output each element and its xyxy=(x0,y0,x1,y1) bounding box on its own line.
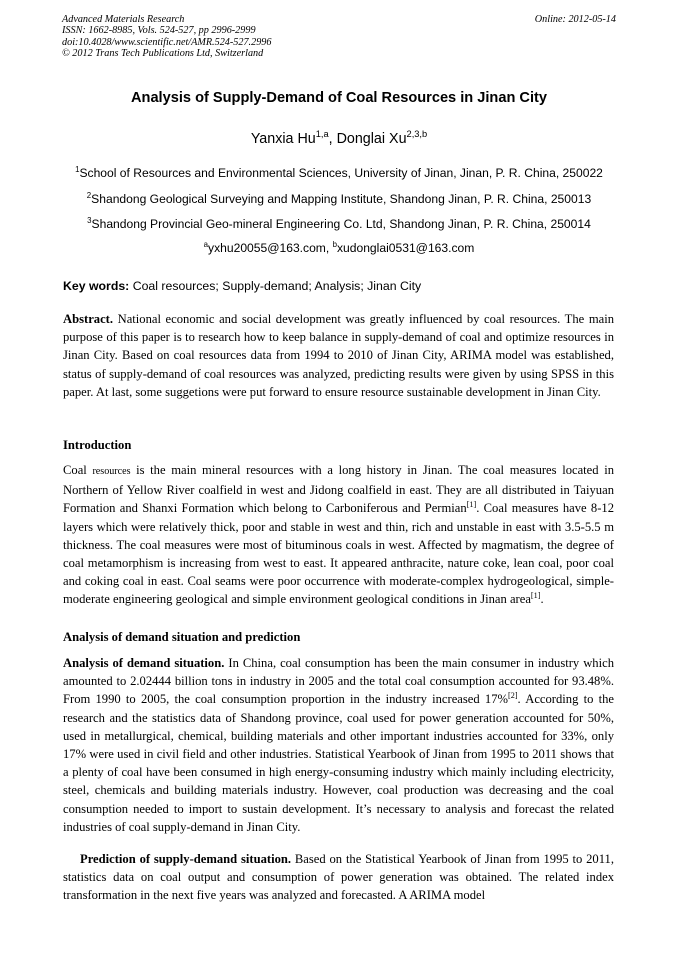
author-line xyxy=(0,131,678,147)
affiliation xyxy=(0,166,678,180)
online-date: Online: 2012-05-14 xyxy=(534,14,616,25)
body-text: is the main mineral resources with a long history in Jinan. The coal measures located in Northern of Yellow River coalfield in west and Jidong coalfield in east. They are all distributed in Taiyuan Formation and Shanxi Formation which belong to Carboniferous and Permian xyxy=(63,463,614,516)
introduction-heading: Introduction xyxy=(63,438,132,452)
abstract xyxy=(63,310,614,401)
body-text: . According to the research and the statistics data of Shandong province, coal used for power generation accounted for 50%, used in metallurgical, chemical, building materials and other important industries accounted for 33%, only 17% were used in civil field and other industries. Statistical Yearbook of Jinan from 1995 to 2011 shows that a plenty of coal have been consumed in high energy-consuming industry which mainly including electricity, steel, chemicals and building materials industry. However, coal production was decreasing and the coal consumption needed to import to sustain development. It’s necessary to analysis and forecast the related industries of coal supply-demand in Jinan City. xyxy=(63,692,615,834)
affiliation xyxy=(0,192,678,206)
author-name: Donglai Xu xyxy=(336,131,407,147)
affiliation-marker: 1 xyxy=(75,164,80,174)
body-text: In China, coal consumption has been the main consumer in industry which amounted to 2.02444 billion tons in industry in 2005 and the total coal consumption accounted for 93.48%. From 1990 to 2005, the coal consumption proportion in the industry increased 17% xyxy=(63,656,614,707)
email-marker: a xyxy=(203,239,209,249)
affiliation-marker: 3 xyxy=(87,215,92,225)
body-text: resources xyxy=(92,466,131,477)
introduction-paragraph xyxy=(63,461,614,609)
affiliation-text: Shandong Geological Surveying and Mapping Institute, Shandong Jinan, P. R. China, 250013 xyxy=(91,192,592,206)
affiliation-text: School of Resources and Environmental Sciences, University of Jinan, Jinan, P. R. China, 250022 xyxy=(79,166,603,180)
affiliation-marker: 2 xyxy=(86,190,92,200)
email-marker: b xyxy=(332,239,337,249)
body-text: Coal xyxy=(63,463,93,477)
running-header xyxy=(62,14,616,60)
section-heading: Analysis of demand situation and prediction xyxy=(63,630,301,644)
author-name: Yanxia Hu xyxy=(250,131,316,147)
abstract-text: National economic and social development was greatly influenced by coal resources. The main purpose of this paper is to research how to keep balance in supply-demand of coal and optimize resources in Jinan City. Based on coal resources data from 1994 to 2010 of Jinan City, ARIMA model was established, status of supply-demand of coal resources was analyzed, predicting results were given by using SPSS in this paper. At last, some suggetions were put forward to ensure resource sustainable development in Jinan City. xyxy=(63,312,614,399)
email-line xyxy=(0,241,678,255)
affiliation-text: Shandong Provincial Geo-mineral Engineering Co. Ltd, Shandong Jinan, P. R. China, 250014 xyxy=(91,217,591,231)
paragraph-label: Prediction of supply-demand situation. xyxy=(80,852,292,866)
paragraph-label: Analysis of demand situation. xyxy=(63,656,225,670)
keywords-label: Key words: xyxy=(63,279,130,293)
email-address[interactable]: yxhu20055@163.com, xyxy=(208,241,333,255)
keywords-text: Coal resources; Supply-demand; Analysis; Jinan City xyxy=(129,279,422,293)
body-text: Based on the Statistical Yearbook of Jinan from 1995 to 2011, statistics data on coal output and consumption of power generation was obtained. The related index transformation in the next five years was analyzed and forecasted. A ARIMA model xyxy=(63,852,615,903)
journal-name: Advanced Materials Research xyxy=(62,14,185,25)
citation-ref[interactable]: [1] xyxy=(530,591,541,601)
keywords xyxy=(63,279,421,293)
body-text: . Coal measures have 8-12 layers which were relatively thick, poor and stable in west and thin, rich and unstable in east with 3.5-5.5 m thickness. The coal measures were most of bituminous coals in west. Affected by magmatism, the degree of coal metamorphism is increasing from west to east. It appeared anthracite, nature coke, lean coal, poor coal and coking coal in east. Coal seams were poor occurrence with moderate-complex hydrogeological, simple-moderate engineering geological and simple environment geological conditions in Jinan area xyxy=(63,501,615,607)
demand-paragraph xyxy=(63,654,614,836)
author-affiliation-marker: 2,3,b xyxy=(406,129,428,140)
paper-title: Analysis of Supply-Demand of Coal Resources in Jinan City xyxy=(130,90,547,106)
author-affiliation-marker: 1,a xyxy=(315,129,329,140)
copyright-line: © 2012 Trans Tech Publications Ltd, Switzerland xyxy=(62,48,264,60)
email-address[interactable]: xudonglai0531@163.com xyxy=(336,241,475,255)
abstract-label: Abstract. xyxy=(63,312,114,326)
affiliation xyxy=(0,217,678,231)
citation-ref[interactable]: [1] xyxy=(466,500,477,510)
issn-line: ISSN: 1662-8985, Vols. 524-527, pp 2996-2999 xyxy=(62,25,256,37)
body-text: . xyxy=(540,592,544,607)
prediction-paragraph xyxy=(63,850,614,905)
author-separator: , xyxy=(328,131,337,147)
citation-ref[interactable]: [2] xyxy=(508,691,518,701)
doi-line: doi:10.4028/www.scientific.net/AMR.524-527.2996 xyxy=(62,36,272,48)
